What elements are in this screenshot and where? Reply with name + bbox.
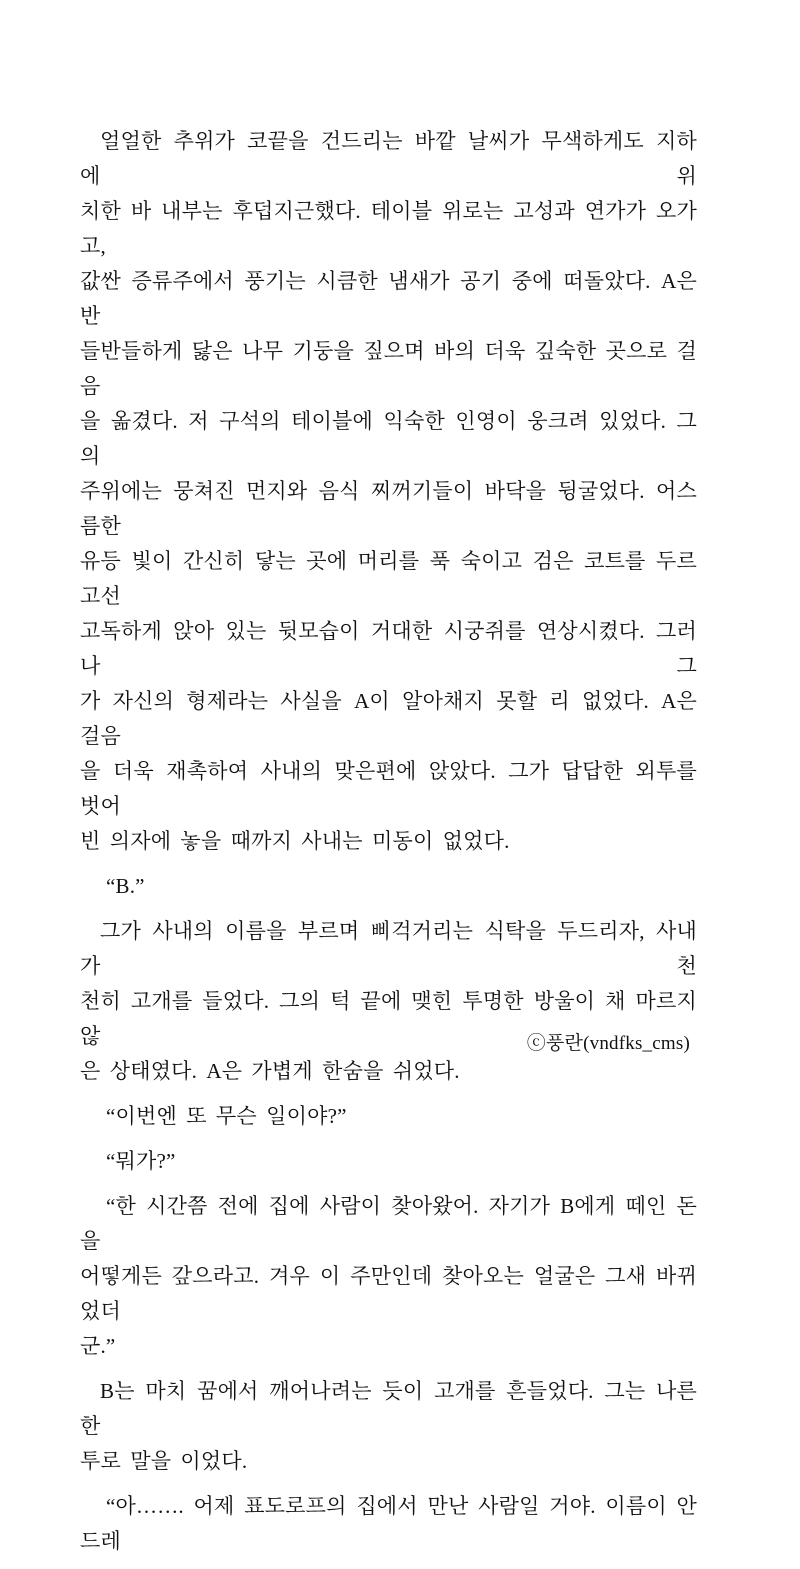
paragraph — [80, 1099, 697, 1134]
text-line: “이번엔 또 무슨 일이야?” — [106, 1104, 347, 1128]
text-line: B는 마치 꿈에서 깨어나려는 듯이 고개를 흔들었다. 그는 나른한 — [80, 1379, 697, 1438]
text-line: 주위에는 뭉쳐진 먼지와 음식 찌꺼기들이 바닥을 뒹굴었다. 어스름한 — [80, 479, 697, 538]
text-line: 들반들하게 닳은 나무 기둥을 짚으며 바의 더욱 깊숙한 곳으로 걸음 — [80, 339, 697, 398]
text-line: 가 자신의 형제라는 사실을 A이 알아채지 못할 리 없었다. A은 걸음 — [80, 689, 697, 748]
paragraph — [80, 1189, 697, 1364]
text-line: 그가 사내의 이름을 부르며 삐걱거리는 식탁을 두드리자, 사내가 천 — [80, 919, 697, 978]
text-line: 군.” — [80, 1334, 116, 1358]
text-line: 값싼 증류주에서 풍기는 시큼한 냄새가 공기 중에 떠돌았다. A은 반 — [80, 269, 697, 328]
paragraph — [80, 914, 697, 1089]
story-text — [80, 124, 697, 1569]
paragraph — [80, 869, 697, 904]
text-line: 을 더욱 재촉하여 사내의 맞은편에 앉았다. 그가 답답한 외투를 벗어 — [80, 759, 697, 818]
text-line: 빈 의자에 놓을 때까지 사내는 미동이 없었다. — [80, 829, 510, 853]
text-line: “B.” — [106, 874, 145, 898]
text-line: 치한 바 내부는 후덥지근했다. 테이블 위로는 고성과 연가가 오가고, — [80, 199, 697, 258]
text-line: 얼얼한 추위가 코끝을 건드리는 바깥 날씨가 무색하게도 지하에 위 — [80, 129, 697, 188]
text-line: 고독하게 앉아 있는 뒷모습이 거대한 시궁쥐를 연상시켰다. 그러나 그 — [80, 619, 697, 678]
text-line: 투로 말을 이었다. — [80, 1449, 248, 1473]
text-line: “아……. 어제 표도로프의 집에서 만난 사람일 거야. 이름이 안드레 — [80, 1494, 697, 1553]
text-line: 천히 고개를 들었다. 그의 턱 끝에 맺힌 투명한 방울이 채 마르지 않 — [80, 989, 697, 1048]
paragraph — [80, 124, 697, 859]
text-line: 유등 빛이 간신히 닿는 곳에 머리를 푹 숙이고 검은 코트를 두르고선 — [80, 549, 697, 608]
text-line: 은 상태였다. A은 가볍게 한숨을 쉬었다. — [80, 1059, 460, 1083]
text-line: “한 시간쯤 전에 집에 사람이 찾아왔어. 자기가 B에게 떼인 돈을 — [80, 1194, 697, 1253]
paragraph — [80, 1489, 697, 1559]
copyright-credit: ⓒ풍란(vndfks_cms) — [526, 1033, 690, 1054]
text-line: 을 옮겼다. 저 구석의 테이블에 익숙한 인영이 웅크려 있었다. 그의 — [80, 409, 697, 468]
text-line: 어떻게든 갚으라고. 겨우 이 주만인데 찾아오는 얼굴은 그새 바뀌었더 — [80, 1264, 697, 1323]
text-line: “뭐가?” — [106, 1149, 176, 1173]
paragraph — [80, 1374, 697, 1479]
paragraph — [80, 1144, 697, 1179]
